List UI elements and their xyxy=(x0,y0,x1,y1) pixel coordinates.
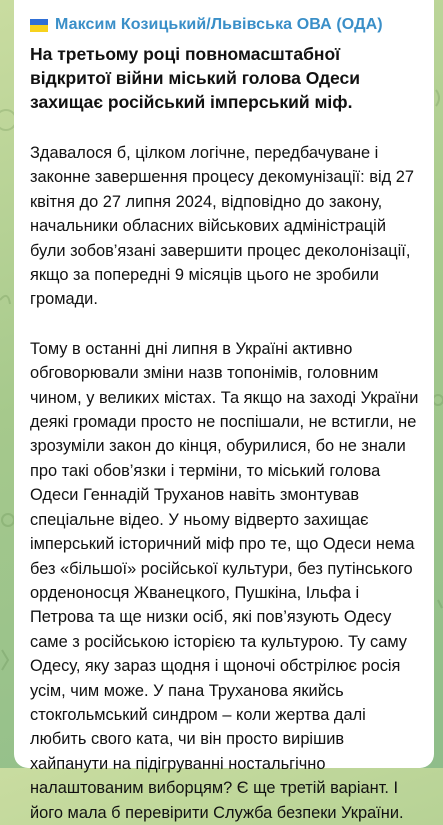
message-bubble xyxy=(14,0,434,822)
post-headline: На третьому році повномасштабної відкритої війни міський голова Одеси захищає російський імперський міф. xyxy=(30,44,361,112)
post-paragraph-1: Здавалося б, цілком логічне, передбачуване і законне завершення процесу декомунізації: від 27 квітня до 27 липня 2024, відповідно до закону, начальники обласних військових адміністрацій були зобов’язані завершити процес деколонізації, якщо за попередні 9 місяців цього не зробили громади. xyxy=(30,144,414,309)
post-paragraph-2: Тому в останні дні липня в Україні активно обговорювали зміни назв топонімів, головним чином, у великих містах. Та якщо на заході України деякі громади просто не поспішали, не встигли, не зрозуміли закон до кінця, обурилися, бо не знали про такі обов’язки і терміни, то міський голова Одеси Геннадій Труханов навіть змонтував спеціальне відео. У ньому відверто захищає імперський історичний міф про те, що Одеси нема без «більшої» російської культури, без путінського орденоносця Жванецкого, Пушкіна, Ільфа і Петрова та ще низки осіб, які пов’язують Одесу саме з російською історією та культурою. Ту саму Одесу, яку зараз щодня і щоночі обстрілює росія усім, чим може. У пана Труханова якийсь стокгольмський синдром – коли жертва далі любить свого ката, чи він просто вирішив хайпанути на підігруванні ностальгічно налаштованим виборцям? Є ще третій варіант. І його мала б перевірити Служба безпеки України. xyxy=(30,339,419,822)
sender-name[interactable]: Максим Козицький/Львівська ОВА (ОДА) xyxy=(55,16,383,33)
message-sender[interactable] xyxy=(30,12,420,38)
ukraine-flag-icon xyxy=(30,19,48,32)
